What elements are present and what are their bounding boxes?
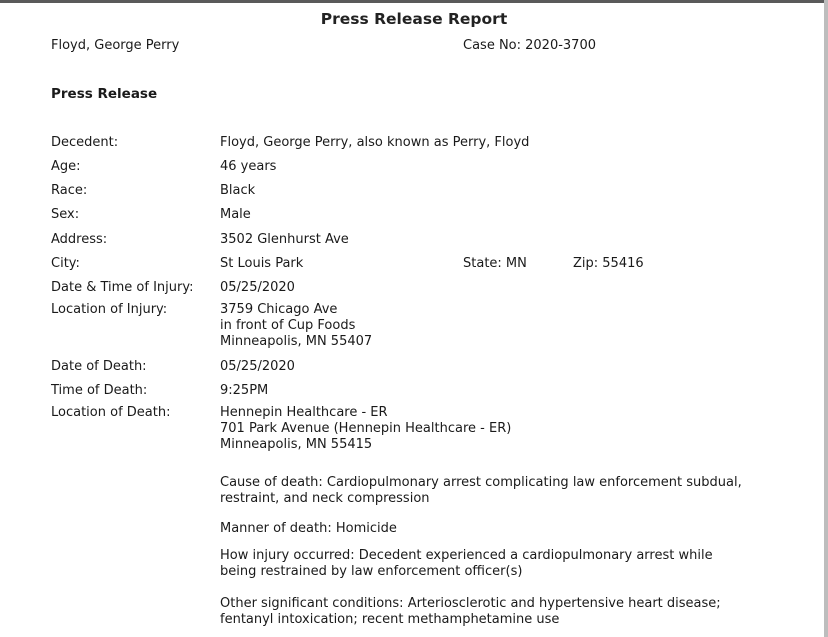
age-value: 46 years	[220, 159, 277, 174]
manner-of-death: Manner of death: Homicide	[220, 521, 397, 536]
sex-value: Male	[220, 207, 251, 222]
age-label: Age:	[51, 159, 81, 174]
cause-line: restraint, and neck compression	[220, 491, 430, 506]
how-line: being restrained by law enforcement officer(s)	[220, 564, 523, 579]
injury-location-line: 3759 Chicago Ave	[220, 302, 338, 317]
injury-location-label: Location of Injury:	[51, 302, 168, 317]
report-title: Press Release Report	[320, 10, 508, 28]
death-date-label: Date of Death:	[51, 359, 147, 374]
address-label: Address:	[51, 232, 108, 247]
city-label: City:	[51, 256, 80, 271]
injury-location-value	[220, 302, 372, 350]
state-value: State: MN	[463, 256, 527, 271]
decedent-name-header: Floyd, George Perry	[51, 38, 180, 53]
death-date-value: 05/25/2020	[220, 359, 295, 374]
injury-location-line: in front of Cup Foods	[220, 318, 356, 333]
how-injury-occurred	[220, 548, 713, 580]
city-value: St Louis Park	[220, 256, 304, 271]
other-line: fentanyl intoxication; recent methamphetamine use	[220, 612, 560, 627]
race-value: Black	[220, 183, 256, 198]
how-line: How injury occurred: Decedent experienced a cardiopulmonary arrest while	[220, 548, 713, 563]
decedent-label: Decedent:	[51, 135, 119, 150]
death-location-value	[220, 405, 511, 453]
case-number: Case No: 2020-3700	[463, 38, 596, 53]
injury-location-line: Minneapolis, MN 55407	[220, 334, 373, 349]
decedent-value: Floyd, George Perry, also known as Perry, Floyd	[220, 135, 530, 150]
death-time-value: 9:25PM	[220, 383, 269, 398]
top-border	[0, 0, 828, 3]
section-heading: Press Release	[51, 86, 158, 102]
death-location-line: Minneapolis, MN 55415	[220, 437, 373, 452]
death-location-line: Hennepin Healthcare - ER	[220, 405, 388, 420]
other-conditions	[220, 596, 721, 628]
cause-line: Cause of death: Cardiopulmonary arrest complicating law enforcement subdual,	[220, 475, 742, 490]
zip-value: Zip: 55416	[573, 256, 644, 271]
cause-of-death	[220, 475, 742, 507]
other-line: Other significant conditions: Arteriosclerotic and hypertensive heart disease;	[220, 596, 721, 611]
race-label: Race:	[51, 183, 88, 198]
sex-label: Sex:	[51, 207, 80, 222]
address-value: 3502 Glenhurst Ave	[220, 232, 349, 247]
death-location-label: Location of Death:	[51, 405, 171, 420]
page-edge	[824, 0, 828, 637]
injury-datetime-label: Date & Time of Injury:	[51, 280, 194, 295]
injury-datetime-value: 05/25/2020	[220, 280, 295, 295]
death-time-label: Time of Death:	[51, 383, 148, 398]
death-location-line: 701 Park Avenue (Hennepin Healthcare - ER)	[220, 421, 512, 436]
